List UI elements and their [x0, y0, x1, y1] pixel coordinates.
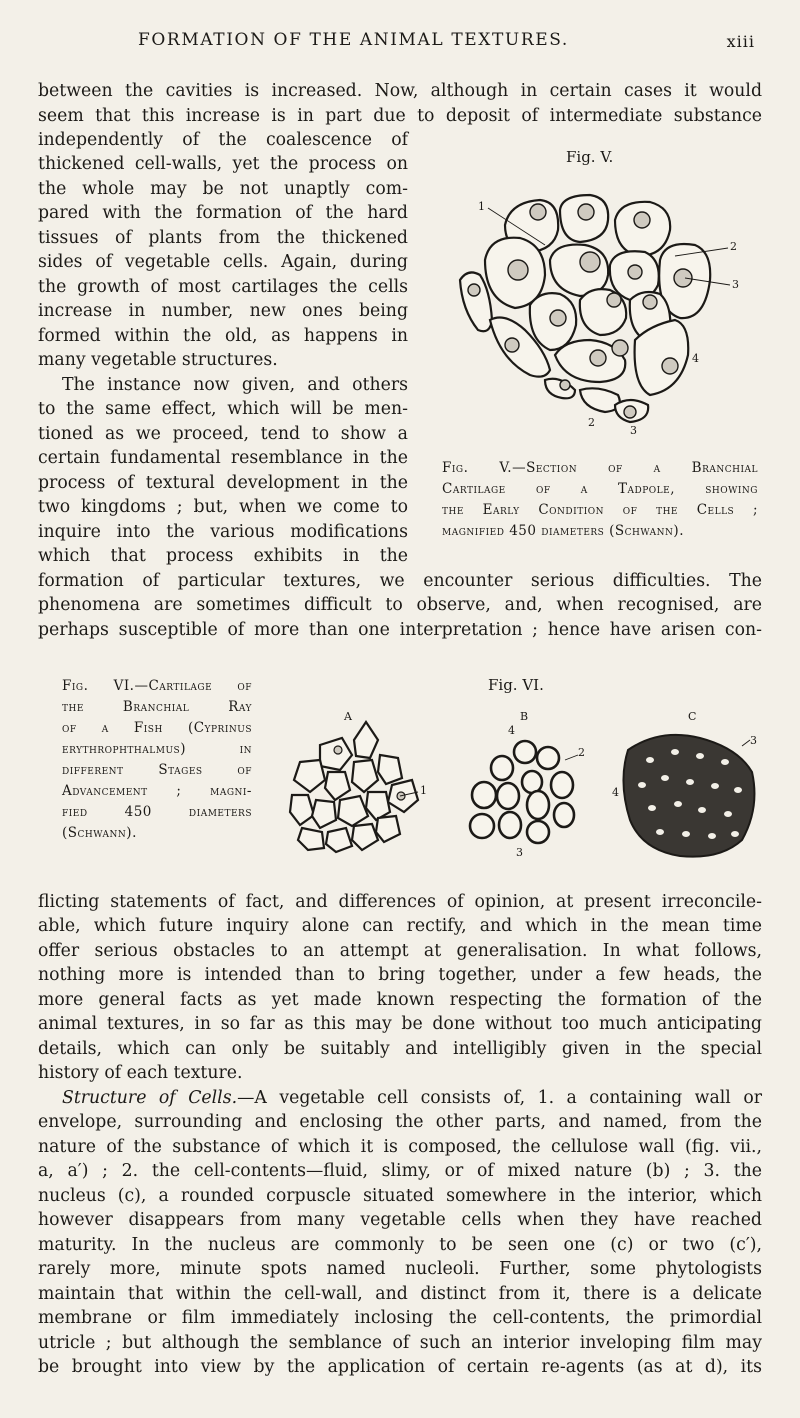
body-line: utricle ; but although the semblance of such an interior inveloping film may [38, 1333, 762, 1353]
fig6-caption-line: fied 450 diameters [62, 804, 252, 820]
fig5-nucleus [624, 406, 636, 418]
body-line: seem that this increase is in part due to deposit of intermediate substance [38, 106, 762, 126]
fig6b-cell [470, 814, 494, 838]
body-line: nucleus (c), a rounded corpuscle situated somewhere in the interior, which [38, 1186, 762, 1206]
fig5-nucleus [643, 295, 657, 309]
fig6b-cell [527, 821, 549, 843]
body-line: thickened cell-walls, yet the process on [38, 154, 408, 174]
fig5-nucleus [578, 204, 594, 220]
body-line: rarely more, minute spots named nucleoli. Further, some phytologists [38, 1259, 762, 1279]
fig6-caption-line: the Branchial Ray [62, 699, 252, 715]
body-line: perhaps susceptible of more than one interpretation ; hence have arisen con- [38, 620, 762, 640]
body-line: between the cavities is increased. Now, although in certain cases it would [38, 81, 762, 101]
fig5-nucleus [612, 340, 628, 356]
fig5-nucleus [634, 212, 650, 228]
fig6c-lacuna [661, 775, 669, 781]
fig6a-cell [325, 772, 350, 800]
fig5-marker: 3 [630, 424, 637, 437]
fig6-caption-line: different Stages of [62, 762, 252, 778]
fig6c-lacuna [721, 759, 729, 765]
fig6b-cell [514, 741, 536, 763]
body-line: history of each texture. [38, 1063, 243, 1083]
section-first-line [38, 1086, 762, 1111]
fig6c-lacuna [731, 831, 739, 837]
body-line: the whole may be not unaptly com- [38, 179, 408, 199]
fig5-nucleus [560, 380, 570, 390]
body-line: certain fundamental resemblance in the [38, 448, 408, 468]
body-line: membrane or film immediately inclosing the cell-contents, the primordial [38, 1308, 762, 1328]
fig5-marker: 2 [588, 416, 595, 429]
fig6-label: Fig. VI. [488, 676, 544, 694]
fig5-nucleus [505, 338, 519, 352]
fig6a-cell [376, 816, 400, 842]
fig6a-cell [312, 800, 336, 828]
fig6a-cell [298, 828, 324, 850]
body-line: increase in number, new ones being [38, 301, 408, 321]
fig6c-lacuna [734, 787, 742, 793]
body-line: tioned as we proceed, tend to show a [38, 424, 408, 444]
fig5-nucleus [607, 293, 621, 307]
fig5-caption-line: Cartilage of a Tadpole, showing [442, 481, 758, 497]
body-line: more general facts as yet made known respecting the formation of the [38, 990, 762, 1010]
fig6-marker: 4 [508, 724, 515, 737]
fig5-nucleus [674, 269, 692, 287]
page-header [0, 30, 800, 60]
fig5-caption-line: the Early Condition of the Cells ; [442, 502, 758, 518]
fig6a-cell [366, 792, 390, 820]
body-line: nature of the substance of which it is composed, the cellulose wall (fig. vii., [38, 1137, 762, 1157]
fig6-illustration [280, 700, 770, 870]
fig5-marker: 3 [732, 278, 739, 291]
fig5-marker: 4 [692, 352, 699, 365]
body-line: to the same effect, which will be men- [38, 399, 408, 419]
body-line: independently of the coalescence of [38, 130, 408, 150]
fig6c-lacuna [724, 811, 732, 817]
fig6c-lacuna [656, 829, 664, 835]
body-line: pared with the formation of the hard [38, 203, 408, 223]
body-line: The instance now given, and others [62, 375, 408, 395]
fig6c-lacuna [711, 783, 719, 789]
section-heading: Structure of Cells. [62, 1088, 238, 1108]
fig6-marker: 3 [516, 846, 523, 859]
body-line: process of textural development in the [38, 473, 408, 493]
body-line: tissues of plants from the thickened [38, 228, 408, 248]
fig6-panel-a [290, 722, 418, 852]
fig6b-cell [497, 783, 519, 809]
fig6c-lacuna [671, 749, 679, 755]
fig6b-cell [472, 782, 496, 808]
fig6a-cell [294, 760, 325, 792]
body-line: which that process exhibits in the [38, 546, 408, 566]
fig6-marker: 3 [750, 734, 757, 747]
body-line: the growth of most cartilages the cells [38, 277, 408, 297]
running-title: FORMATION OF THE ANIMAL TEXTURES. [138, 30, 569, 50]
fig6-caption-line: Fig. VI.—Cartilage of [62, 678, 252, 694]
body-line: details, which can only be suitably and intelligibly given in the special [38, 1039, 762, 1059]
fig5-nucleus [508, 260, 528, 280]
fig5-caption [442, 458, 758, 542]
fig6c-lacuna [648, 805, 656, 811]
fig6-marker: 4 [612, 786, 619, 799]
fig6b-cell [522, 771, 542, 793]
fig6c-lacuna [674, 801, 682, 807]
fig5-nucleus [590, 350, 606, 366]
fig6a-cell [354, 722, 378, 758]
fig5-cell [580, 388, 620, 412]
fig6c-lacuna [696, 753, 704, 759]
fig6-caption-line: (Schwann). [62, 825, 137, 841]
fig6b-cell [554, 803, 574, 827]
body-line: two kingdoms ; but, when we come to [38, 497, 408, 517]
fig6a-nucleus [334, 746, 342, 754]
fig6-panel-b [470, 741, 574, 843]
fig6-caption-line: erythrophthalmus) in [62, 741, 252, 757]
fig6a-cell [326, 828, 352, 852]
fig5-caption-line: Fig. V.—Section of a Branchial [442, 460, 758, 476]
fig6c-lacuna [638, 782, 646, 788]
body-line: nothing more is intended than to bring together, under a few heads, the [38, 965, 762, 985]
body-line: inquire into the various modifications [38, 522, 408, 542]
body-line: formed within the old, as happens in [38, 326, 408, 346]
fig6b-cell [491, 756, 513, 780]
fig5-marker: 2 [730, 240, 737, 253]
fig5-cell [615, 202, 670, 256]
fig5-nucleus [628, 265, 642, 279]
fig5-cell [545, 379, 575, 399]
body-line: a, a′) ; 2. the cell-contents—fluid, slimy, or of mixed nature (b) ; 3. the [38, 1161, 762, 1181]
body-line: maintain that within the cell-wall, and distinct from it, there is a delicate [38, 1284, 762, 1304]
body-line: envelope, surrounding and enclosing the other parts, and named, from the [38, 1112, 762, 1132]
fig6-caption [62, 676, 252, 844]
body-line: many vegetable structures. [38, 350, 278, 370]
fig5-nucleus [550, 310, 566, 326]
body-text: —A vegetable cell consists of, 1. a containing wall or [237, 1088, 762, 1108]
body-line: phenomena are sometimes difficult to observe, and, when recognised, are [38, 595, 762, 615]
fig5-caption-line: magnified 450 diameters (Schwann). [442, 523, 684, 539]
body-line: flicting statements of fact, and differences of opinion, at present irreconcile- [38, 892, 762, 912]
fig5-nucleus [580, 252, 600, 272]
fig6c-tissue [623, 735, 754, 857]
fig6-leader-line [742, 740, 750, 746]
fig6c-lacuna [708, 833, 716, 839]
fig5-marker: 1 [478, 200, 485, 213]
body-line: animal textures, in so far as this may be done without too much anticipating [38, 1014, 762, 1034]
body-line: able, which future inquiry alone can rectify, and which in the mean time [38, 916, 762, 936]
fig5-label: Fig. V. [566, 148, 614, 166]
body-line: however disappears from many vegetable cells when they have reached [38, 1210, 762, 1230]
body-line: formation of particular textures, we encounter serious difficulties. The [38, 571, 762, 591]
fig6c-lacuna [686, 779, 694, 785]
page-number: xiii [726, 32, 755, 51]
fig6c-lacuna [682, 831, 690, 837]
fig6a-cell [290, 795, 314, 825]
fig6-marker: 1 [420, 784, 427, 797]
fig6-caption-line: Advancement ; magni- [62, 783, 252, 799]
fig5-nucleus [530, 204, 546, 220]
fig6b-cell [537, 747, 559, 769]
fig6-panel-letter: C [688, 710, 697, 723]
fig6a-cell [352, 760, 378, 792]
fig5-nucleus [468, 284, 480, 296]
body-line: be brought into view by the application of certain re-agents (as at d), its [38, 1357, 762, 1377]
fig6-marker: 2 [578, 746, 585, 759]
fig6b-cell [551, 772, 573, 798]
fig6a-cell [352, 824, 378, 850]
fig6c-lacuna [698, 807, 706, 813]
fig6b-cell [527, 791, 549, 819]
fig6c-lacuna [646, 757, 654, 763]
fig5-illustration [450, 190, 750, 440]
fig6b-cell [499, 812, 521, 838]
fig6-panel-letter: A [344, 710, 352, 723]
fig6-panel-c [623, 735, 754, 857]
body-line: maturity. In the nucleus are commonly to be seen one (c) or two (c′), [38, 1235, 762, 1255]
fig6-leader-line [565, 755, 578, 760]
body-line: sides of vegetable cells. Again, during [38, 252, 408, 272]
fig6-panel-letter: B [520, 710, 529, 723]
fig6a-cell [378, 755, 402, 784]
fig6-caption-line: of a Fish (Cyprinus [62, 720, 252, 736]
fig5-nucleus [662, 358, 678, 374]
body-line: offer serious obstacles to an attempt at generalisation. In what follows, [38, 941, 762, 961]
fig6a-cell [338, 796, 368, 826]
